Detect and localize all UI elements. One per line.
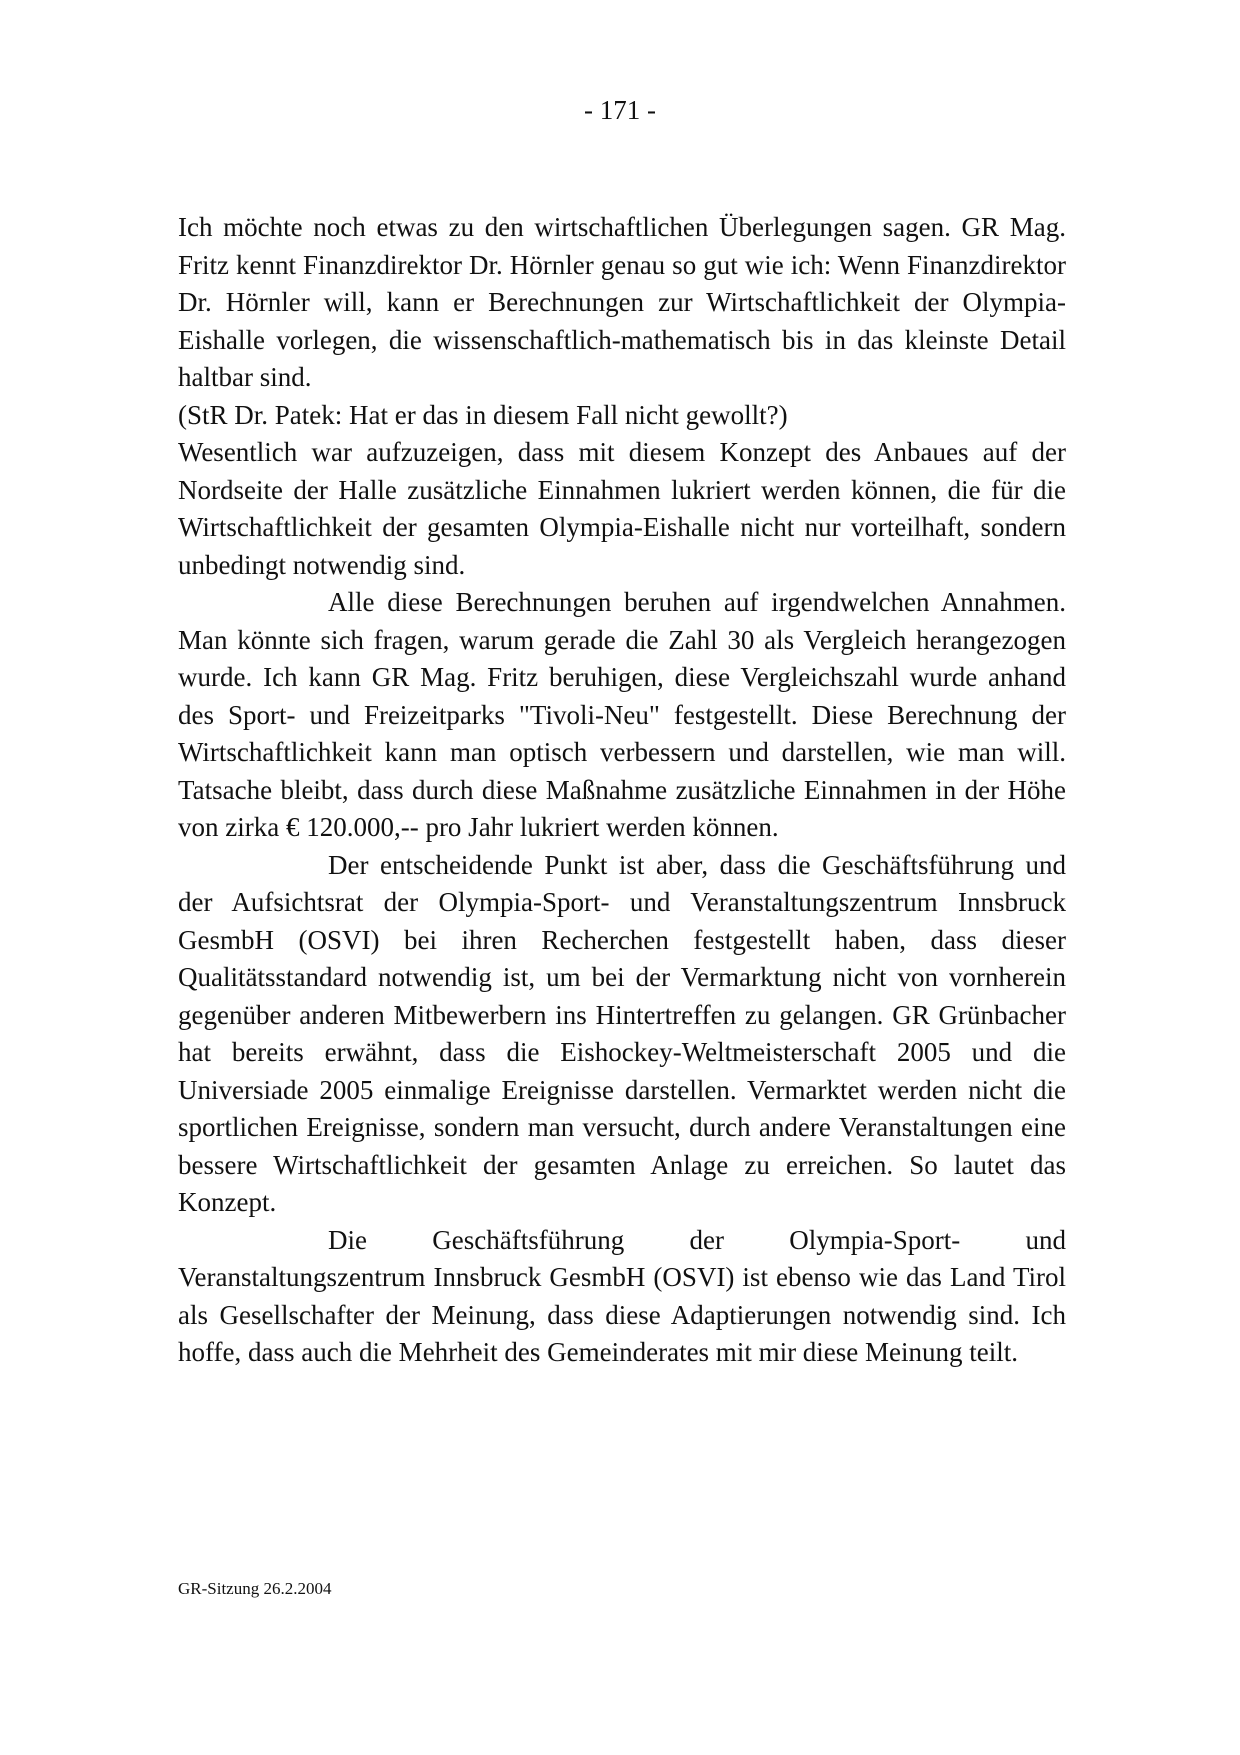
paragraph-interjection: (StR Dr. Patek: Hat er das in diesem Fall nicht gewollt?): [178, 399, 788, 430]
paragraph-conclusion: Die Geschäftsführung der Olympia-Sport- und Veranstaltungszentrum Innsbruck GesmbH (OSVI) ist ebenso wie das Land Tirol als Gesellschafter der Meinung, dass diese Adaptierungen notwendig sind. Ich hoffe, dass auch die Mehrheit des Gemeinderates mit mir diese Meinung teilt.: [178, 1224, 1066, 1367]
paragraph-calculations: Alle diese Berechnungen beruhen auf irgendwelchen Annahmen. Man könnte sich fragen, warum gerade die Zahl 30 als Vergleich herangezogen wurde. Ich kann GR Mag. Fritz beruhigen, diese Vergleichszahl wurde anhand des Sport- und Freizeitparks "Tivoli-Neu" festgestellt. Diese Berechnung der Wirtschaftlichkeit kann man optisch verbessern und darstellen, wie man will. Tatsache bleibt, dass durch diese Maßnahme zusätzliche Einnahmen in der Höhe von zirka € 120.000,-- pro Jahr lukriert werden können.: [178, 587, 1066, 842]
paragraph-economic-considerations: Ich möchte noch etwas zu den wirtschaftlichen Überlegungen sagen. GR Mag. Fritz kennt Finanzdirektor Dr. Hörnler genau so gut wie ich: Wenn Finanzdirektor Dr. Hörnler will, kann er Berechnungen zur Wirtschaftlichkeit der Olympia-Eishalle vorlegen, die wissenschaftlich-mathematisch bis in das kleinste Detail haltbar sind.: [178, 212, 1066, 392]
page-number: - 171 -: [584, 95, 656, 125]
document-body: [178, 209, 1066, 1372]
paragraph-concept-north-side: Wesentlich war aufzuzeigen, dass mit diesem Konzept des Anbaues auf der Nordseite der Halle zusätzliche Einnahmen lukriert werden können, die für die Wirtschaftlichkeit der gesamten Olympia-Eishalle nicht nur vorteilhaft, sondern unbedingt notwendig sind.: [178, 437, 1066, 580]
paragraph-decisive-point: Der entscheidende Punkt ist aber, dass die Geschäftsführung und der Aufsichtsrat der Olympia-Sport- und Veranstaltungszentrum Innsbruck GesmbH (OSVI) bei ihren Recherchen festgestellt haben, dass dieser Qualitätsstandard notwendig ist, um bei der Vermarktung nicht von vornherein gegenüber anderen Mitbewerbern ins Hintertreffen zu gelangen. GR Grünbacher hat bereits erwähnt, dass die Eishockey-Weltmeisterschaft 2005 und die Universiade 2005 einmalige Ereignisse darstellen. Vermarktet werden nicht die sportlichen Ereignisse, sondern man versucht, durch andere Veranstaltungen eine bessere Wirtschaftlichkeit der gesamten Anlage zu erreichen. So lautet das Konzept.: [178, 849, 1066, 1217]
footer-session-date: GR-Sitzung 26.2.2004: [178, 1579, 332, 1598]
